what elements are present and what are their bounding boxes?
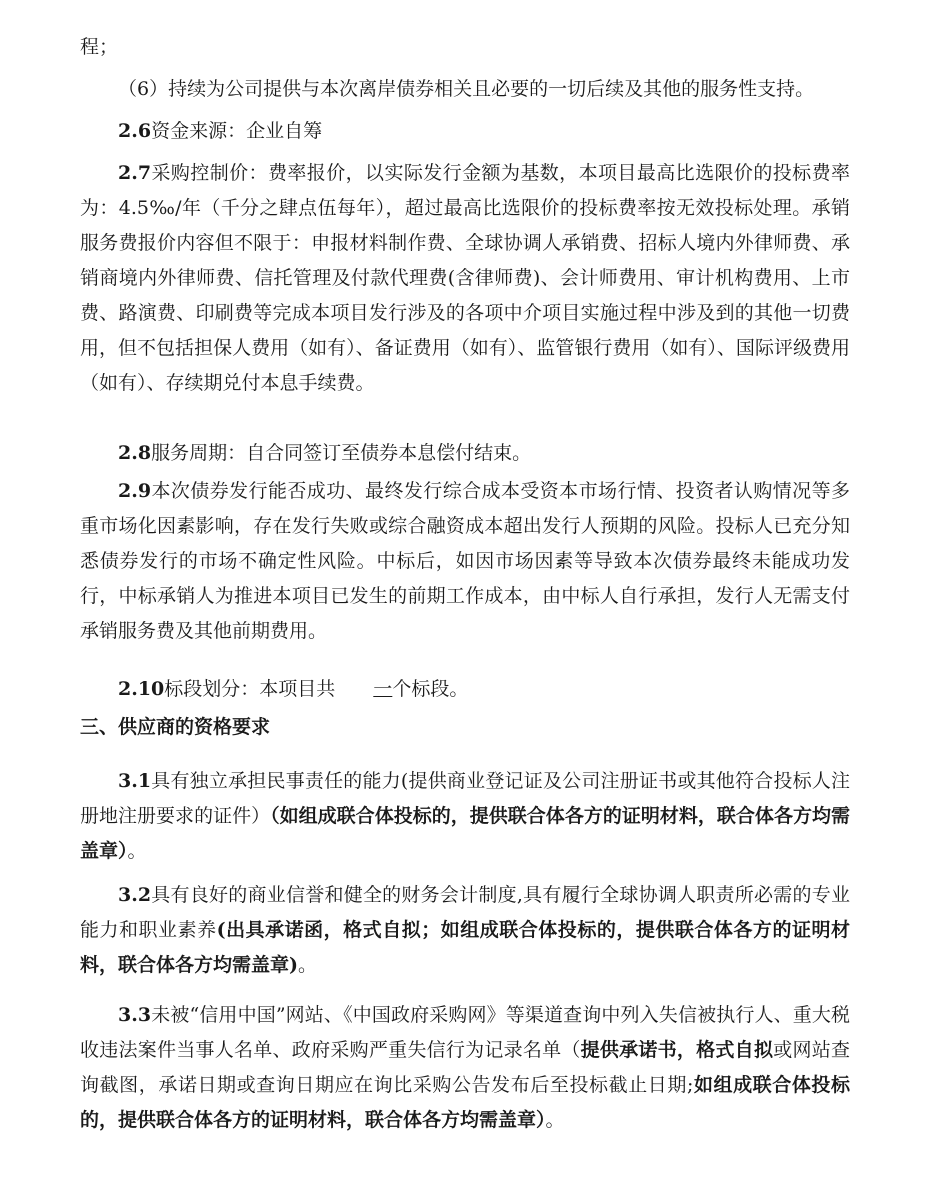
section-number: 3.1 <box>118 770 152 792</box>
section-number: 3.3 <box>118 1004 152 1026</box>
fill-blank: 一 <box>373 678 393 700</box>
section-heading: 三、供应商的资格要求 <box>80 716 271 738</box>
paragraph-2-8: 2.8服务周期：自合同签订至债券本息偿付结束。 <box>118 442 532 464</box>
paragraph-2-6: 2.6资金来源：企业自筹 <box>118 120 323 142</box>
section-number: 2.7 <box>118 162 152 184</box>
paragraph-2-10: 2.10标段划分：本项目共 一个标段。 <box>80 672 850 707</box>
paragraph-3-1: 3.1具有独立承担民事责任的能力(提供商业登记证及公司注册证书或其他符合投标人注册地注册要求的证件）（如组成联合体投标的，提供联合体各方的证明材料，联合体各方均需盖章）。 <box>80 770 850 862</box>
section-number: 2.6 <box>118 120 152 142</box>
paragraph-2-7: 2.7采购控制价：费率报价，以实际发行金额为基数，本项目最高比选限价的投标费率为：4.5‰/年（千分之肆点伍每年），超过最高比选限价的投标费率按无效投标处理。承销服务费报价内容但不限于：申报材料制作费、全球协调人承销费、招标人境内外律师费、承销商境内外律师费、信托管理及付款代理费(含律师费)、会计师费用、审计机构费用、上市费、路演费、印刷费等完成本项目发行涉及的各项中介项目实施过程中涉及到的其他一切费用，但不包括担保人费用（如有）、备证费用（如有）、监管银行费用（如有）、国际评级费用（如有）、存续期兑付本息手续费。 <box>80 162 850 394</box>
paragraph-3-2: 3.2具有良好的商业信誉和健全的财务会计制度,具有履行全球协调人职责所必需的专业能力和职业素养(出具承诺函，格式自拟；如组成联合体投标的，提供联合体各方的证明材料，联合体各方均需盖章)。 <box>80 884 850 976</box>
paragraph-2-9: 2.9本次债券发行能否成功、最终发行综合成本受资本市场行情、投资者认购情况等多重市场化因素影响，存在发行失败或综合融资成本超出发行人预期的风险。投标人已充分知悉债券发行的市场不确定性风险。中标后，如因市场因素等导致本次债券最终未能成功发行，中标承销人为推进本项目已发生的前期工作成本，由中标人自行承担，发行人无需支付承销服务费及其他前期费用。 <box>80 480 850 642</box>
paragraph-continuation: 程； <box>80 36 119 58</box>
section-number: 2.10 <box>118 678 165 700</box>
section-number: 3.2 <box>118 884 152 906</box>
paragraph-3-3: 3.3未被“信用中国”网站、《中国政府采购网》等渠道查询中列入失信被执行人、重大税收违法案件当事人名单、政府采购严重失信行为记录名单（提供承诺书，格式自拟或网站查询截图，承诺日期或查询日期应在询比采购公告发布后至投标截止日期;如组成联合体投标的，提供联合体各方的证明材料，联合体各方均需盖章）。 <box>80 1004 850 1131</box>
section-number: 2.9 <box>118 480 152 502</box>
section-number: 2.8 <box>118 442 152 464</box>
paragraph-item-6: （6）持续为公司提供与本次离岸债券相关且必要的一切后续及其他的服务性支持。 <box>118 78 815 100</box>
